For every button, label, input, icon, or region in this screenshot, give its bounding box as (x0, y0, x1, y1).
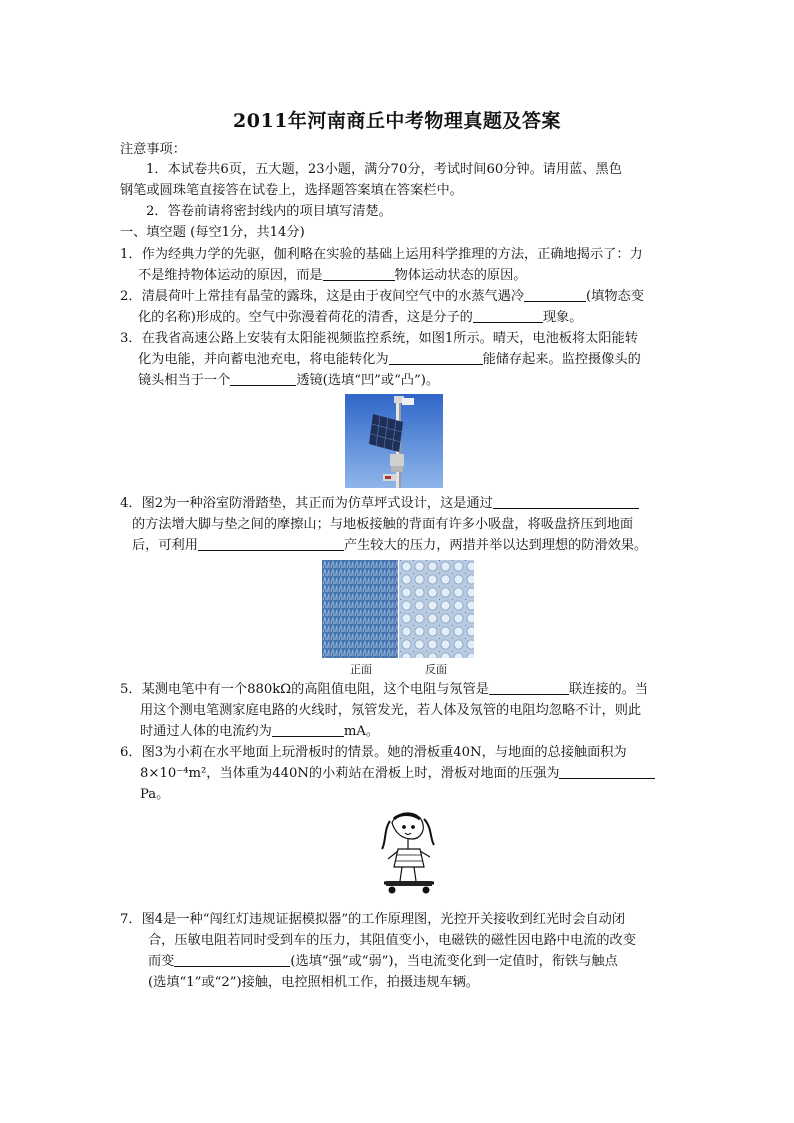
q4-line-3 (132, 536, 647, 556)
q6-answer-blank[interactable] (559, 764, 655, 779)
q2-text-c: 化的名称)形成的。空气中弥漫着荷花的清香，这是分子的 (138, 310, 473, 325)
q4-line-1 (120, 494, 639, 514)
q3-answer-blank-1[interactable] (389, 350, 483, 365)
figure-2-bath-mat-image (322, 560, 474, 658)
q5-line-1 (120, 680, 648, 700)
q5-answer-blank-2[interactable] (272, 722, 344, 737)
q2-line-2 (138, 308, 582, 328)
q1-line-2 (138, 266, 527, 286)
q3-answer-blank-2[interactable] (230, 371, 296, 386)
q5-text-d: mA。 (343, 724, 380, 739)
q5-line-3 (140, 722, 379, 742)
q2-text-b: (填物态变 (586, 289, 644, 304)
q7-line-1: 7．图4是一种“闯红灯违规证据模拟器”的工作原理图，光控开关接收到红光时会自动闭 (120, 912, 626, 927)
q3-text-c: 镜头相当于一个 (138, 373, 231, 388)
q6-text-a: 8×10⁻⁴m²，当体重为440N的小莉站在滑板上时，滑板对地面的压强为 (140, 766, 560, 781)
page-title: 2011年河南商丘中考物理真题及答案 (233, 110, 561, 132)
figure-1-solar-camera-image (345, 394, 443, 488)
q1-text-a: 不是维持物体运动的原因，而是 (138, 268, 323, 283)
q4-line-2: 的方法增大脚与垫之间的摩擦山；与地板接触的背面有许多小吸盘，将吸盘挤压到地面 (132, 517, 634, 532)
figure-2-caption-front: 正面 (350, 663, 372, 676)
q4-answer-blank-1[interactable] (493, 494, 639, 509)
q4-text-b: 后，可利用 (132, 538, 198, 553)
q2-answer-blank-1[interactable] (524, 287, 586, 302)
note-1-line-1: 1．本试卷共6页，五大题，23小题，满分70分，考试时间60分钟。请用蓝、黑色 (146, 162, 622, 177)
q3-text-d: 透镜(选填“凹”或“凸”)。 (296, 373, 440, 388)
q2-line-1 (120, 287, 644, 307)
q2-text-d: 现象。 (542, 310, 583, 325)
q5-text-a: 5．某测电笔中有一个880kΩ的高阻值电阻，这个电阻与氖管是 (120, 682, 489, 697)
q7-text-b: (选填“强”或“弱”)，当电流变化到一定值时，衔铁与触点 (290, 954, 618, 969)
q3-line-2 (138, 350, 641, 370)
q5-text-b: 联连接的。当 (568, 682, 649, 697)
q6-line-1: 6．图3为小莉在水平地面上玩滑板时的情景。她的滑板重40N，与地面的总接触面积为 (120, 745, 627, 760)
q3-line-3 (138, 371, 439, 391)
q1-text-b: 物体运动状态的原因。 (394, 268, 527, 283)
notes-heading: 注意事项： (120, 142, 186, 157)
note-2: 2．答卷前请将密封线内的项目填写清楚。 (146, 204, 392, 219)
q3-text-b: 能储存起来。监控摄像头的 (482, 352, 641, 367)
q1-line-1: 1．作为经典力学的先驱，伽利略在实验的基础上运用科学推理的方法，正确地揭示了：力 (120, 247, 643, 262)
figure-3-skateboard-girl-image (378, 809, 440, 899)
q4-answer-blank-2[interactable] (198, 536, 344, 551)
q7-answer-blank-1[interactable] (174, 952, 290, 967)
q4-text-a: 4．图2为一种浴室防滑踏垫，其正而为仿草坪式设计，这是通过 (120, 496, 493, 511)
q2-text-a: 2．清晨荷叶上常挂有晶莹的露珠，这是由于夜间空气中的水蒸气遇冷 (120, 289, 525, 304)
q5-answer-blank-1[interactable] (489, 680, 569, 695)
q6-line-3: Pa。 (140, 787, 170, 802)
note-1-line-2: 钢笔或圆珠笔直接答在试卷上，选择题答案填在答案栏中。 (120, 183, 463, 198)
q6-line-2 (140, 764, 655, 784)
q4-text-c: 产生较大的压力，两措并举以达到理想的防滑效果。 (343, 538, 648, 553)
q3-line-1: 3．在我省高速公路上安装有太阳能视频监控系统，如图1所示。晴天，电池板将太阳能转 (120, 331, 638, 346)
q7-line-3 (148, 952, 618, 972)
figure-2-caption-back: 反面 (425, 663, 447, 676)
q3-text-a: 化为电能，并向蓄电池充电，将电能转化为 (138, 352, 389, 367)
q5-line-2: 用这个测电笔测家庭电路的火线时，氖管发光，若人体及氖管的电阻均忽略不计，则此 (140, 703, 642, 718)
q2-answer-blank-2[interactable] (473, 308, 543, 323)
q1-answer-blank[interactable] (323, 266, 395, 281)
q7-line-2: 合，压敏电阻若同时受到车的压力，其阻值变小，电磁铁的磁性因电路中电流的改变 (148, 933, 636, 948)
q7-line-4: (选填“1”或“2”)接触，电控照相机工作，拍摄违规车辆。 (148, 975, 479, 990)
section-heading: 一、填空题 (每空1分，共14分) (120, 225, 305, 240)
q7-text-a: 而变 (148, 954, 175, 969)
q5-text-c: 时通过人体的电流约为 (140, 724, 272, 739)
